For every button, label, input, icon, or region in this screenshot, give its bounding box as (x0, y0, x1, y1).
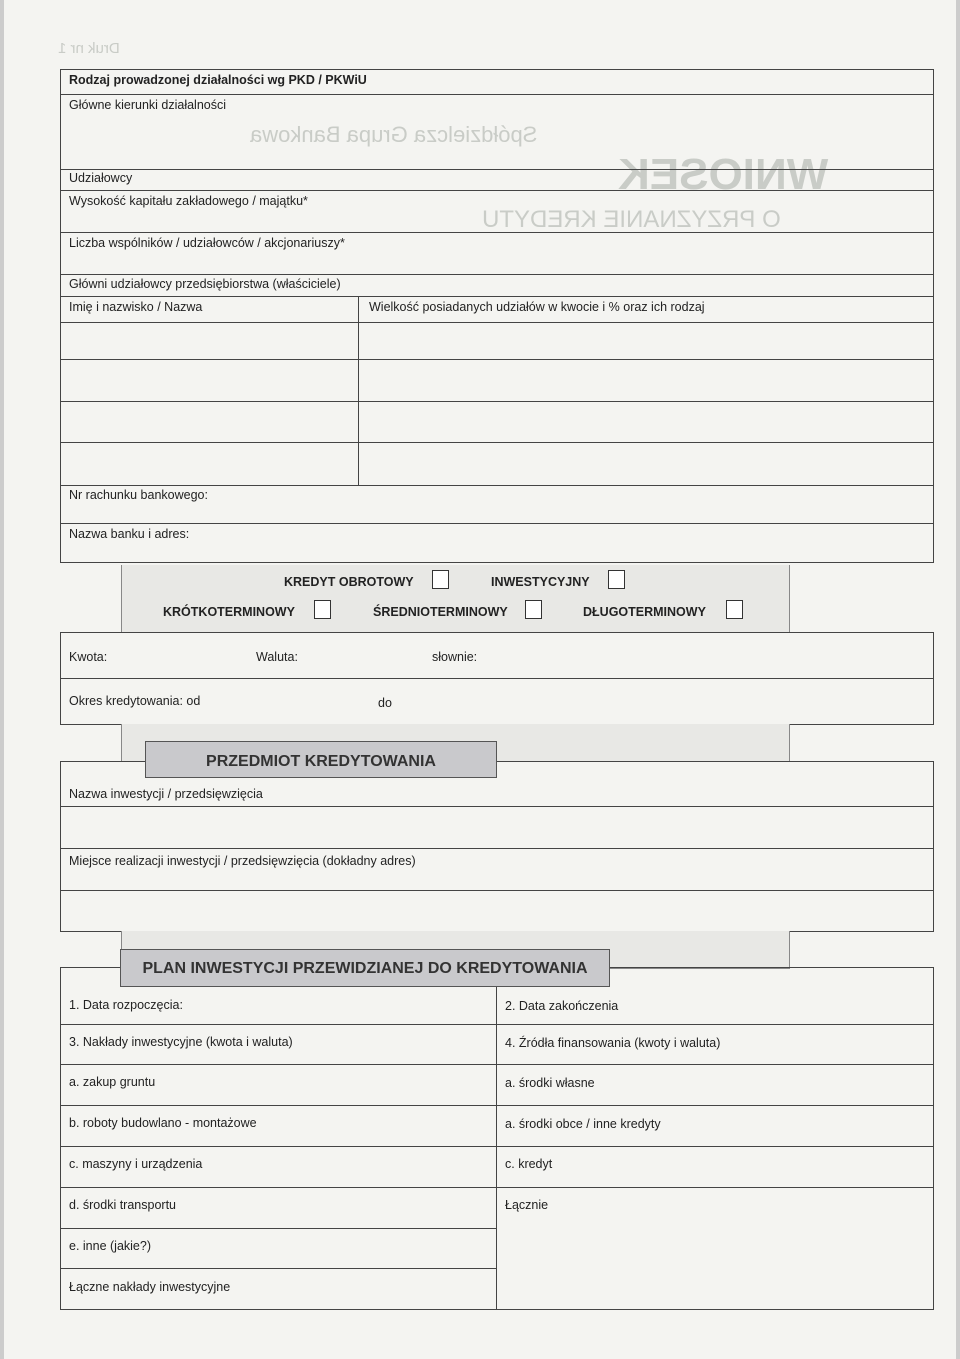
bank-account-label: Nr rachunku bankowego: (69, 488, 208, 502)
plan-sources-total-row[interactable] (497, 1188, 933, 1310)
plan-other-row[interactable] (61, 1229, 497, 1269)
currency-label: Waluta: (256, 650, 298, 664)
amount-row[interactable] (61, 633, 933, 679)
owners-columns-row (61, 297, 933, 323)
owner-row[interactable] (61, 402, 933, 443)
owners-label: Główni udziałowcy przedsiębiorstwa (właściciele) (69, 277, 341, 291)
plan-credit-row[interactable] (497, 1147, 933, 1188)
credit-type-panel (121, 565, 790, 633)
plan-own-funds-label: a. środki własne (505, 1076, 595, 1090)
plan-other-label: e. inne (jakie?) (69, 1239, 151, 1253)
credit-mid-term-checkbox[interactable] (525, 600, 542, 619)
plan-end-date-label: 2. Data zakończenia (505, 999, 619, 1013)
scan-left-edge (0, 0, 4, 1359)
subject-mid-line (61, 806, 933, 807)
plan-land-label: a. zakup gruntu (69, 1075, 156, 1089)
watermark-doc-no: Druk nr 1 (58, 40, 120, 57)
bank-section (60, 485, 934, 563)
plan-sources-row (497, 1025, 933, 1065)
plan-outlays-row (61, 1025, 497, 1065)
shareholders-row (61, 170, 933, 191)
plan-construction-label: b. roboty budowlano - montażowe (69, 1116, 257, 1130)
plan-machinery-row[interactable] (61, 1147, 497, 1188)
plan-construction-row[interactable] (61, 1106, 497, 1147)
plan-outlays-label: 3. Nakłady inwestycyjne (kwota i waluta) (69, 1035, 293, 1049)
investment-place-row[interactable] (61, 849, 933, 891)
credit-period-from-label: Okres kredytowania: od (69, 694, 201, 708)
plan-total-outlays-label: Łączne nakłady inwestycyjne (69, 1280, 231, 1294)
subject-section (60, 761, 934, 932)
plan-transport-row[interactable] (61, 1188, 497, 1229)
owners-row (61, 275, 933, 297)
plan-machinery-label: c. maszyny i urządzenia (69, 1157, 203, 1171)
investment-place-continuation[interactable] (61, 891, 933, 932)
credit-investment-label: INWESTYCYJNY (491, 575, 590, 589)
owner-row[interactable] (61, 443, 933, 485)
plan-credit-label: c. kredyt (505, 1157, 553, 1171)
plan-header-text: PLAN INWESTYCJI PRZEWIDZIANEJ DO KREDYTOWANIA (142, 960, 588, 977)
owner-shares-column-header: Wielkość posiadanych udziałów w kwocie i % oraz ich rodzaj (369, 300, 705, 314)
owner-row[interactable] (61, 360, 933, 402)
plan-external-funds-row[interactable] (497, 1106, 933, 1147)
capital-label: Wysokość kapitału zakładowego / majątku* (69, 194, 308, 208)
owner-row[interactable] (61, 322, 933, 360)
partners-count-row[interactable] (61, 233, 933, 275)
main-activities-row[interactable] (61, 95, 933, 170)
partners-count-label: Liczba wspólników / udziałowców / akcjonariuszy* (69, 236, 345, 250)
bank-name-label: Nazwa banku i adres: (69, 527, 190, 541)
plan-total-outlays-row[interactable] (61, 1269, 497, 1310)
main-activities-label: Główne kierunki działalności (69, 98, 227, 112)
watermark-bank-name: Spółdzielcza Grupa Bankowa (250, 122, 538, 147)
owner-name-column-header: Imię i nazwisko / Nazwa (69, 300, 203, 314)
amount-in-words-label: słownie: (432, 650, 478, 664)
scan-right-edge (956, 0, 960, 1359)
amount-section (60, 632, 934, 725)
company-info-section (60, 69, 934, 323)
plan-sources-label: 4. Źródła finansowania (kwoty i waluta) (505, 1036, 721, 1050)
plan-land-row[interactable] (61, 1065, 497, 1106)
plan-start-date-label: 1. Data rozpoczęcia: (69, 998, 183, 1012)
plan-external-funds-label: a. środki obce / inne kredyty (505, 1117, 661, 1131)
credit-period-to-label: do (378, 696, 392, 710)
credit-mid-term-label: ŚREDNIOTERMINOWY (373, 605, 508, 619)
credit-short-term-label: KRÓTKOTERMINOWY (163, 605, 295, 619)
owners-table (60, 322, 934, 486)
capital-row[interactable] (61, 191, 933, 233)
subject-header (145, 741, 497, 778)
investment-place-label: Miejsce realizacji inwestycji / przedsięwzięcia (dokładny adres) (69, 854, 416, 868)
credit-long-term-label: DŁUGOTERMINOWY (583, 605, 706, 619)
watermark-subtitle: O PRZYZNANIE KREDYTU (482, 206, 781, 233)
plan-header (120, 949, 610, 987)
credit-investment-checkbox[interactable] (608, 570, 625, 589)
plan-sources-total-label: Łącznie (505, 1198, 549, 1212)
credit-period-row[interactable] (61, 679, 933, 725)
amount-label: Kwota: (69, 650, 108, 664)
subject-header-text: PRZEDMIOT KREDYTOWANIA (206, 753, 436, 770)
credit-revolving-label: KREDYT OBROTOWY (284, 575, 414, 589)
credit-revolving-checkbox[interactable] (432, 570, 449, 589)
credit-long-term-checkbox[interactable] (726, 600, 743, 619)
owners-table-divider (358, 322, 359, 485)
watermark-title: WNIOSEK (618, 150, 829, 199)
bank-account-row[interactable] (61, 485, 933, 524)
credit-short-term-checkbox[interactable] (314, 600, 331, 619)
plan-own-funds-row[interactable] (497, 1065, 933, 1106)
plan-table (60, 967, 934, 1310)
investment-name-label: Nazwa inwestycji / przedsięwzięcia (69, 787, 263, 801)
bank-name-row[interactable] (61, 524, 933, 562)
pkd-row (61, 70, 933, 95)
shareholders-label: Udziałowcy (69, 171, 133, 185)
plan-transport-label: d. środki transportu (69, 1198, 176, 1212)
pkd-label: Rodzaj prowadzonej działalności wg PKD / PKWiU (69, 73, 367, 87)
owners-column-divider (358, 297, 359, 324)
